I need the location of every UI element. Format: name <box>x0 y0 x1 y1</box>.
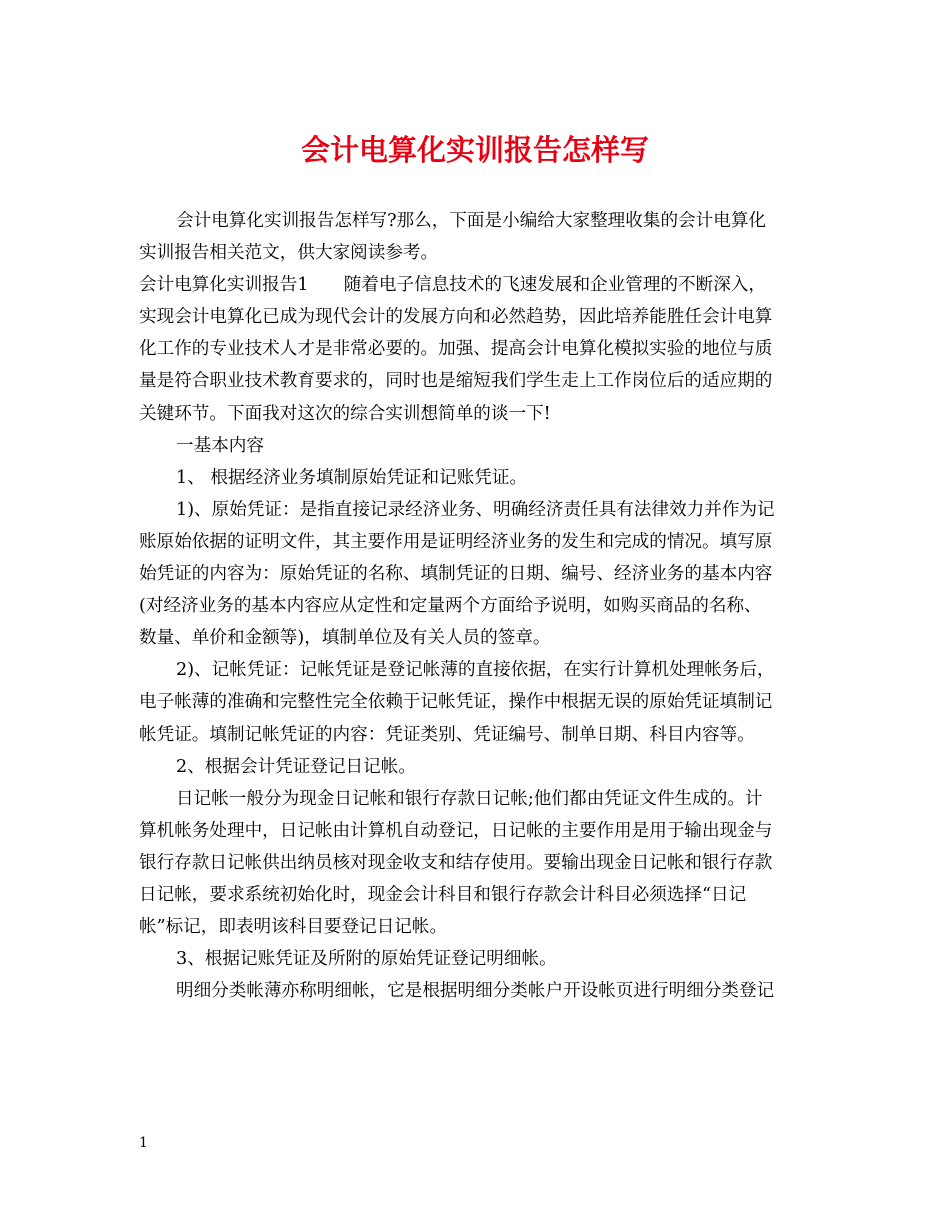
text-line: 电子帐薄的准确和完整性完全依赖于记帐凭证，操作中根据无误的原始凭证填制记 <box>139 692 773 713</box>
text-line: 会计电算化实训报告1 随着电子信息技术的飞速发展和企业管理的不断深入， <box>139 275 766 296</box>
text-line: 始凭证的内容为：原始凭证的名称、填制凭证的日期、编号、经济业务的基本内容 <box>139 564 773 585</box>
subsection-heading: 2、根据会计凭证登记日记帐。 <box>176 756 416 777</box>
text-line: 关键环节。下面我对这次的综合实训想简单的谈一下! <box>139 403 551 424</box>
text-line: 日记帐一般分为现金日记帐和银行存款日记帐;他们都由凭证文件生成的。计 <box>176 788 763 809</box>
text-line: 实现会计电算化已成为现代会计的发展方向和必然趋势，因此培养能胜任会计电算 <box>139 307 773 328</box>
text-line: 明细分类帐薄亦称明细帐，它是根据明细分类帐户开设帐页进行明细分类登记 <box>176 981 775 1002</box>
text-line: 会计电算化实训报告怎样写?那么，下面是小编给大家整理收集的会计电算化 <box>176 211 767 231</box>
text-line: 量是符合职业技术教育要求的，同时也是缩短我们学生走上工作岗位后的适应期的 <box>139 371 773 392</box>
section-heading: 一基本内容 <box>176 435 264 456</box>
document-body <box>139 205 813 1007</box>
text-line: 账原始依据的证明文件，其主要作用是证明经济业务的发生和完成的情况。填写原 <box>139 531 773 552</box>
text-line: 日记帐，要求系统初始化时，现金会计科目和银行存款会计科目必须选择“日记 <box>139 884 747 905</box>
page-number: 1 <box>139 1135 148 1151</box>
text-line: 2)、记帐凭证：记帐凭证是登记帐薄的直接依据，在实行计算机处理帐务后， <box>176 660 775 681</box>
document-title: 会计电算化实训报告怎样写 <box>300 133 649 167</box>
text-line: 1)、原始凭证：是指直接记录经济业务、明确经济责任具有法律效力并作为记 <box>176 499 775 520</box>
text-line: 帐凭证。填制记帐凭证的内容：凭证类别、凭证编号、制单日期、科目内容等。 <box>139 724 755 745</box>
text-line: 银行存款日记帐供出纳员核对现金收支和结存使用。要输出现金日记帐和银行存款 <box>139 852 773 873</box>
text-line: 算机帐务处理中，日记帐由计算机自动登记，日记帐的主要作用是用于输出现金与 <box>139 820 773 841</box>
subsection-heading: 1、 根据经济业务填制原始凭证和记账凭证。 <box>176 467 528 488</box>
text-line: (对经济业务的基本内容应从定性和定量两个方面给予说明，如购买商品的名称、 <box>139 596 762 617</box>
subsection-heading: 3、根据记账凭证及所附的原始凭证登记明细帐。 <box>176 949 557 970</box>
text-line: 帐”标记，即表明该科目要登记日记帐。 <box>139 917 448 938</box>
text-line: 化工作的专业技术人才是非常必要的。加强、提高会计电算化模拟实验的地位与质 <box>139 339 773 360</box>
text-line: 数量、单价和金额等)，填制单位及有关人员的签章。 <box>139 628 551 649</box>
text-line: 实训报告相关范文，供大家阅读参考。 <box>139 243 439 264</box>
